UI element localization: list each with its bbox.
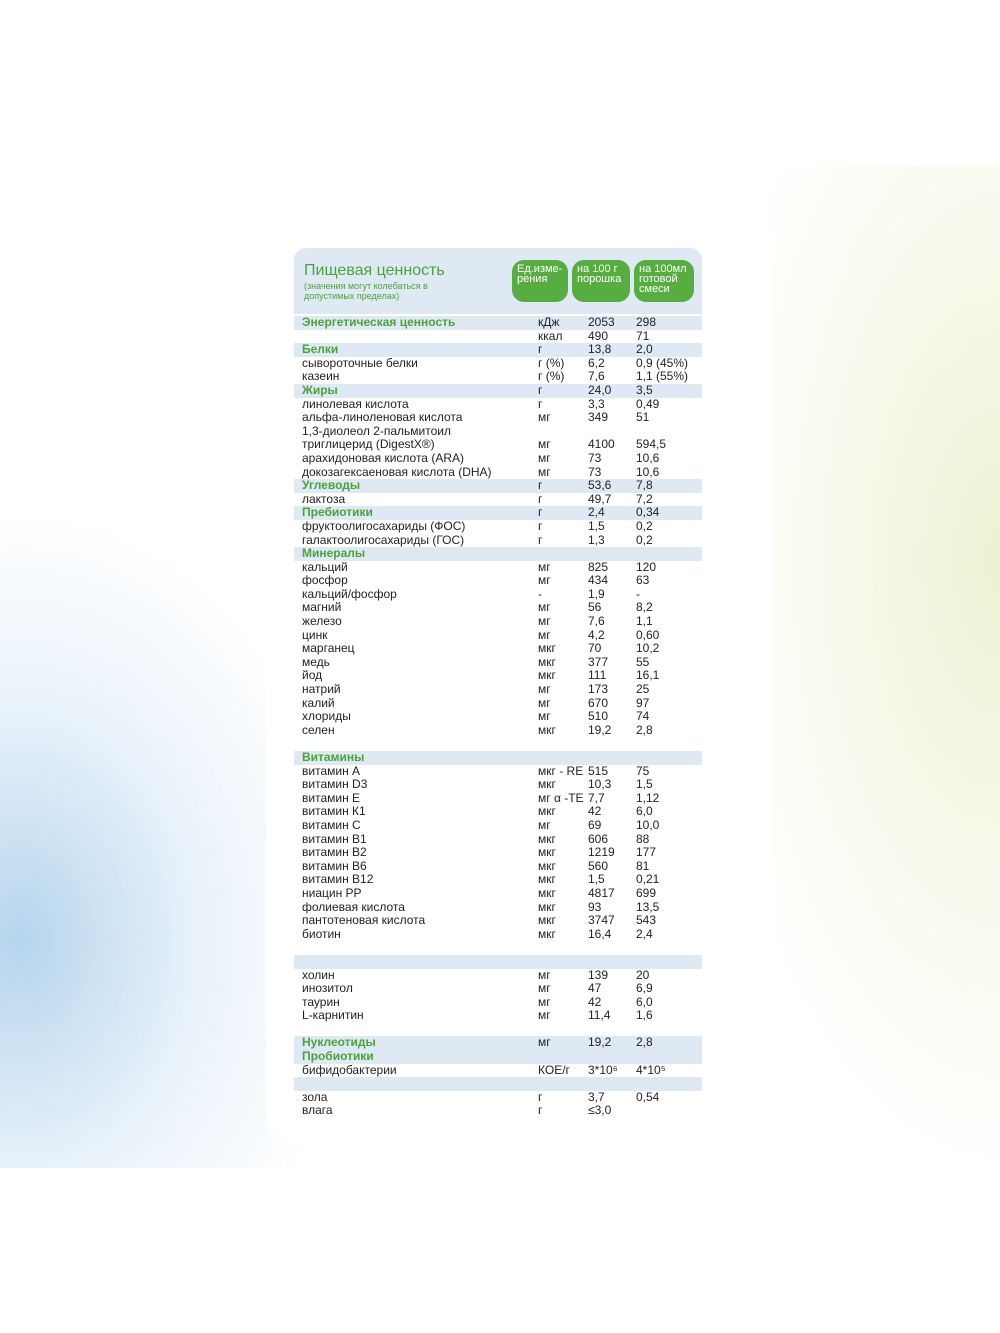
nutrient-name: докозагексаеновая кислота (DHA) [302, 464, 492, 479]
nutrient-row [294, 629, 702, 643]
nutrient-unit: мкг [538, 777, 556, 792]
column-header-per-100g: на 100 г порошка [572, 260, 630, 302]
nutrition-table-body [294, 316, 702, 1118]
nutrient-name: цинк [302, 627, 328, 642]
value-per-100g: 69 [588, 817, 602, 832]
value-per-100g: 16,4 [588, 926, 612, 941]
nutrient-row [294, 1091, 702, 1105]
nutrient-name: витамин К1 [302, 804, 366, 819]
value-per-100ml: 1,5 [636, 777, 653, 792]
nutrient-name: фолиевая кислота [302, 899, 405, 914]
column-header-per-100ml: на 100мл готовой смеси [634, 260, 694, 302]
value-per-100ml: 594,5 [636, 437, 667, 452]
nutrient-unit: мкг [538, 845, 556, 860]
value-per-100ml: 1,1 (55%) [636, 369, 689, 384]
value-per-100g: 3747 [588, 913, 615, 928]
nutrient-name: витамин С [302, 817, 361, 832]
nutrient-name: витамин В6 [302, 858, 367, 873]
value-per-100g: 825 [588, 559, 609, 574]
nutrient-row [294, 778, 702, 792]
value-per-100ml: 8,2 [636, 600, 653, 615]
value-per-100g: 7,6 [588, 369, 605, 384]
nutrient-row [294, 642, 702, 656]
nutrient-name: бифидобактерии [302, 1062, 397, 1077]
value-per-100ml: 7,8 [636, 478, 653, 493]
nutrient-row [294, 792, 702, 806]
value-per-100ml: 75 [636, 763, 650, 778]
value-per-100ml: 120 [636, 559, 657, 574]
nutrient-name: Углеводы [302, 478, 361, 493]
value-per-100ml: 0,9 (45%) [636, 355, 689, 370]
value-per-100ml: 1,1 [636, 614, 653, 629]
nutrient-unit: КОЕ/г [538, 1062, 570, 1077]
nutrient-row [294, 466, 702, 480]
nutrient-name: витамин D3 [302, 777, 368, 792]
value-per-100g: 53,6 [588, 478, 612, 493]
nutrient-row [294, 398, 702, 412]
spacer-row [294, 941, 702, 955]
nutrient-unit: мг α -TE [538, 790, 584, 805]
nutrient-unit: мг [538, 709, 551, 724]
nutrient-unit: мг [538, 627, 551, 642]
spacer-row [294, 737, 702, 751]
nutrient-name: холин [302, 967, 335, 982]
section-header-row [294, 1050, 702, 1064]
value-per-100g: 10,3 [588, 777, 612, 792]
value-per-100g: 56 [588, 600, 602, 615]
value-per-100g: 49,7 [588, 491, 612, 506]
value-per-100g: 349 [588, 410, 609, 425]
value-per-100ml: - [636, 586, 640, 601]
value-per-100g: 73 [588, 464, 602, 479]
value-per-100ml: 0,54 [636, 1089, 660, 1104]
nutrient-name: фруктоолигосахариды (ФОС) [302, 518, 466, 533]
value-per-100g: 42 [588, 994, 602, 1009]
nutrient-unit: мг [538, 695, 551, 710]
value-per-100ml: 97 [636, 695, 650, 710]
value-per-100ml: 10,0 [636, 817, 660, 832]
value-per-100ml: 2,8 [636, 1035, 653, 1050]
value-per-100g: 13,8 [588, 342, 612, 357]
nutrient-unit: кДж [538, 315, 560, 329]
value-per-100ml: 0,21 [636, 872, 660, 887]
nutrient-unit: г (%) [538, 369, 565, 384]
nutrient-name: витамин В12 [302, 872, 374, 887]
nutrient-unit: мг [538, 682, 551, 697]
value-per-100ml: 1,6 [636, 1008, 653, 1023]
value-per-100ml: 63 [636, 573, 650, 588]
nutrient-unit: мкг - RE [538, 763, 584, 778]
column-header-unit: Ед.изме-рения [512, 260, 568, 302]
value-per-100ml: 20 [636, 967, 650, 982]
value-per-100g: 6,2 [588, 355, 605, 370]
nutrient-row [294, 996, 702, 1010]
nutrient-unit: мкг [538, 668, 556, 683]
nutrient-row [294, 710, 702, 724]
nutrient-row [294, 601, 702, 615]
value-per-100ml: 0,2 [636, 532, 653, 547]
nutrient-unit: мкг [538, 885, 556, 900]
nutrient-unit: мкг [538, 872, 556, 887]
nutrient-name: йод [302, 668, 323, 683]
nutrient-row [294, 901, 702, 915]
value-per-100ml: 1,12 [636, 790, 660, 805]
value-per-100g: 670 [588, 695, 609, 710]
value-per-100g: 1,3 [588, 532, 605, 547]
value-per-100g: 510 [588, 709, 609, 724]
nutrient-unit: мг [538, 600, 551, 615]
value-per-100g: 606 [588, 831, 609, 846]
value-per-100g: ≤3,0 [588, 1103, 612, 1118]
value-per-100g: 3,3 [588, 396, 605, 411]
nutrient-unit: мг [538, 437, 551, 452]
value-per-100g: 4817 [588, 885, 615, 900]
nutrient-unit: г [538, 505, 543, 520]
value-per-100g: 2053 [588, 315, 615, 329]
section-header-row [294, 316, 702, 330]
value-per-100g: 47 [588, 981, 602, 996]
section-header-row [294, 384, 702, 398]
nutrient-row [294, 561, 702, 575]
nutrition-title: Пищевая ценность [304, 262, 445, 279]
value-per-100ml: 13,5 [636, 899, 660, 914]
spacer-row [294, 1023, 702, 1037]
nutrient-name: витамин В2 [302, 845, 367, 860]
value-per-100ml: 6,0 [636, 994, 653, 1009]
value-per-100g: 4,2 [588, 627, 605, 642]
nutrient-row [294, 683, 702, 697]
value-per-100ml: 71 [636, 328, 650, 343]
nutrient-unit: г [538, 1103, 543, 1118]
value-per-100g: 4100 [588, 437, 615, 452]
value-per-100ml: 7,2 [636, 491, 653, 506]
nutrient-unit: г [538, 478, 543, 493]
nutrient-row [294, 969, 702, 983]
value-per-100g: 173 [588, 682, 609, 697]
nutrient-name: Жиры [302, 382, 338, 397]
value-per-100ml: 6,9 [636, 981, 653, 996]
section-header-row [294, 343, 702, 357]
nutrient-name: кальций/фосфор [302, 586, 397, 601]
value-per-100ml: 298 [636, 315, 657, 329]
nutrient-unit: мг [538, 559, 551, 574]
nutrient-name: витамин В1 [302, 831, 367, 846]
nutrient-unit: г (%) [538, 355, 565, 370]
nutrient-unit: г [538, 518, 543, 533]
value-per-100ml: 25 [636, 682, 650, 697]
value-per-100ml: 51 [636, 410, 650, 425]
nutrient-unit: мг [538, 967, 551, 982]
nutrient-row [294, 669, 702, 683]
nutrient-unit: мг [538, 981, 551, 996]
nutrient-unit: мкг [538, 858, 556, 873]
value-per-100g: 19,2 [588, 722, 612, 737]
value-per-100g: 93 [588, 899, 602, 914]
value-per-100ml: 177 [636, 845, 657, 860]
section-header-row [294, 751, 702, 765]
value-per-100g: 3,7 [588, 1089, 605, 1104]
nutrition-subtitle: (значения могут колебаться в допустимых пределах) [304, 281, 428, 301]
nutrient-name: пантотеновая кислота [302, 913, 426, 928]
nutrient-unit: мг [538, 1008, 551, 1023]
value-per-100ml: 3,5 [636, 382, 653, 397]
nutrient-row [294, 860, 702, 874]
nutrient-row [294, 357, 702, 371]
nutrient-name: Витамины [302, 750, 365, 764]
nutrient-unit: мг [538, 994, 551, 1009]
nutrient-unit: мг [538, 464, 551, 479]
value-per-100g: 1,5 [588, 872, 605, 887]
nutrient-unit: мг [538, 410, 551, 425]
value-per-100ml: 88 [636, 831, 650, 846]
nutrient-unit: мкг [538, 804, 556, 819]
nutrient-name: Минералы [302, 546, 366, 561]
nutrient-name: медь [302, 654, 330, 669]
value-per-100ml: 10,6 [636, 464, 660, 479]
nutrient-row [294, 615, 702, 629]
nutrient-row [294, 1064, 702, 1078]
nutrient-row [294, 982, 702, 996]
nutrient-unit: г [538, 342, 543, 357]
nutrient-name: кальций [302, 559, 348, 574]
nutrient-name: витамин А [302, 763, 361, 778]
nutrient-name: витамин Е [302, 790, 361, 805]
value-per-100ml: 2,0 [636, 342, 653, 357]
nutrient-row [294, 520, 702, 534]
nutrient-row [294, 452, 702, 466]
nutrient-unit: мкг [538, 654, 556, 669]
value-per-100g: 490 [588, 328, 609, 343]
nutrient-unit: мг [538, 817, 551, 832]
nutrient-row [294, 805, 702, 819]
nutrient-unit: г [538, 382, 543, 397]
nutrient-name: сывороточные белки [302, 355, 418, 370]
nutrient-row [294, 370, 702, 384]
value-per-100g: 24,0 [588, 382, 612, 397]
nutrient-unit: мг [538, 614, 551, 629]
nutrient-unit: мкг [538, 899, 556, 914]
value-per-100ml: 699 [636, 885, 657, 900]
value-per-100g: 70 [588, 641, 602, 656]
nutrient-row [294, 833, 702, 847]
nutrient-name: казеин [302, 369, 340, 384]
value-per-100g: 434 [588, 573, 609, 588]
nutrient-name: Пробиотики [302, 1049, 374, 1064]
nutrient-row [294, 1009, 702, 1023]
section-header-row [294, 547, 702, 561]
nutrient-name: магний [302, 600, 342, 615]
value-per-100g: 111 [588, 668, 607, 683]
nutrient-name: альфа-линоленовая кислота [302, 410, 463, 425]
nutrient-row [294, 438, 702, 452]
value-per-100ml: 55 [636, 654, 650, 669]
value-per-100g: 7,6 [588, 614, 605, 629]
value-per-100g: 139 [588, 967, 609, 982]
nutrient-name: зола [302, 1089, 328, 1104]
nutrient-name: марганец [302, 641, 355, 656]
nutrient-row [294, 914, 702, 928]
value-per-100g: 515 [588, 763, 609, 778]
nutrient-name: инозитол [302, 981, 353, 996]
nutrient-unit: мкг [538, 913, 556, 928]
value-per-100ml: 0,34 [636, 505, 660, 520]
value-per-100ml: 0,49 [636, 396, 660, 411]
nutrient-name: 1,3-диолеол 2-пальмитоил [302, 423, 452, 438]
value-per-100ml: 10,6 [636, 450, 660, 465]
value-per-100ml: 0,2 [636, 518, 653, 533]
nutrient-unit: мкг [538, 722, 556, 737]
nutrient-row [294, 1104, 702, 1118]
nutrient-name: таурин [302, 994, 340, 1009]
nutrient-unit: ккал [538, 328, 563, 343]
value-per-100g: 1,9 [588, 586, 605, 601]
nutrient-unit: мг [538, 1035, 551, 1050]
nutrient-row [294, 330, 702, 344]
nutrient-name: Энергетическая ценность [302, 315, 456, 329]
nutrient-row [294, 411, 702, 425]
section-header-row [294, 506, 702, 520]
nutrient-unit: - [538, 586, 542, 601]
nutrient-row [294, 425, 702, 439]
nutrient-row [294, 493, 702, 507]
section-header-row [294, 479, 702, 493]
value-per-100ml: 74 [636, 709, 650, 724]
nutrient-row [294, 724, 702, 738]
nutrient-name: калий [302, 695, 335, 710]
value-per-100g: 3*10⁶ [588, 1062, 618, 1077]
nutrient-row [294, 656, 702, 670]
value-per-100ml: 4*10⁵ [636, 1062, 666, 1077]
nutrient-unit: мкг [538, 641, 556, 656]
nutrient-name: лактоза [302, 491, 346, 506]
nutrient-row [294, 588, 702, 602]
nutrient-row [294, 873, 702, 887]
bottom-white-band [0, 1168, 1000, 1333]
nutrient-unit: мкг [538, 831, 556, 846]
nutrition-panel [294, 248, 702, 1116]
nutrient-row [294, 819, 702, 833]
nutrient-name: влага [302, 1103, 333, 1118]
nutrient-name: арахидоновая кислота (ARA) [302, 450, 464, 465]
value-per-100g: 73 [588, 450, 602, 465]
section-header-row [294, 1036, 702, 1050]
value-per-100ml: 81 [636, 858, 650, 873]
nutrient-row [294, 697, 702, 711]
spacer-row [294, 955, 702, 969]
value-per-100ml: 16,1 [636, 668, 660, 683]
value-per-100g: 1219 [588, 845, 615, 860]
nutrient-unit: г [538, 396, 543, 411]
nutrient-unit: мкг [538, 926, 556, 941]
value-per-100ml: 6,0 [636, 804, 653, 819]
nutrient-name: ниацин РР [302, 885, 362, 900]
value-per-100g: 377 [588, 654, 609, 669]
nutrient-unit: г [538, 491, 543, 506]
spacer-row [294, 1077, 702, 1091]
nutrient-name: фосфор [302, 573, 348, 588]
nutrient-name: Нуклеотиды [302, 1035, 376, 1050]
nutrient-row [294, 846, 702, 860]
nutrition-header [294, 248, 702, 314]
nutrient-name: триглицерид (DigestX®) [302, 437, 435, 452]
nutrient-name: биотин [302, 926, 341, 941]
nutrient-row [294, 574, 702, 588]
nutrient-name: железо [302, 614, 342, 629]
nutrient-name: L-карнитин [302, 1008, 364, 1023]
value-per-100g: 42 [588, 804, 602, 819]
nutrient-name: линолевая кислота [302, 396, 409, 411]
value-per-100g: 11,4 [588, 1008, 611, 1023]
top-white-band [0, 0, 1000, 166]
nutrient-row [294, 765, 702, 779]
value-per-100ml: 543 [636, 913, 657, 928]
nutrient-row [294, 534, 702, 548]
value-per-100ml: 0,60 [636, 627, 660, 642]
nutrient-row [294, 928, 702, 942]
nutrient-name: селен [302, 722, 335, 737]
value-per-100ml: 10,2 [636, 641, 660, 656]
value-per-100g: 19,2 [588, 1035, 612, 1050]
value-per-100g: 2,4 [588, 505, 605, 520]
nutrient-name: хлориды [302, 709, 351, 724]
value-per-100ml: 2,4 [636, 926, 653, 941]
nutrient-name: Пребиотики [302, 505, 373, 520]
nutrient-unit: г [538, 532, 543, 547]
nutrient-row [294, 887, 702, 901]
value-per-100g: 560 [588, 858, 609, 873]
nutrient-name: галактоолигосахариды (ГОС) [302, 532, 465, 547]
nutrient-unit: мг [538, 450, 551, 465]
value-per-100ml: 2,8 [636, 722, 653, 737]
value-per-100g: 7,7 [588, 790, 605, 805]
value-per-100g: 1,5 [588, 518, 605, 533]
nutrient-name: Белки [302, 342, 339, 357]
nutrient-unit: г [538, 1089, 543, 1104]
nutrient-name: натрий [302, 682, 341, 697]
nutrient-unit: мг [538, 573, 551, 588]
